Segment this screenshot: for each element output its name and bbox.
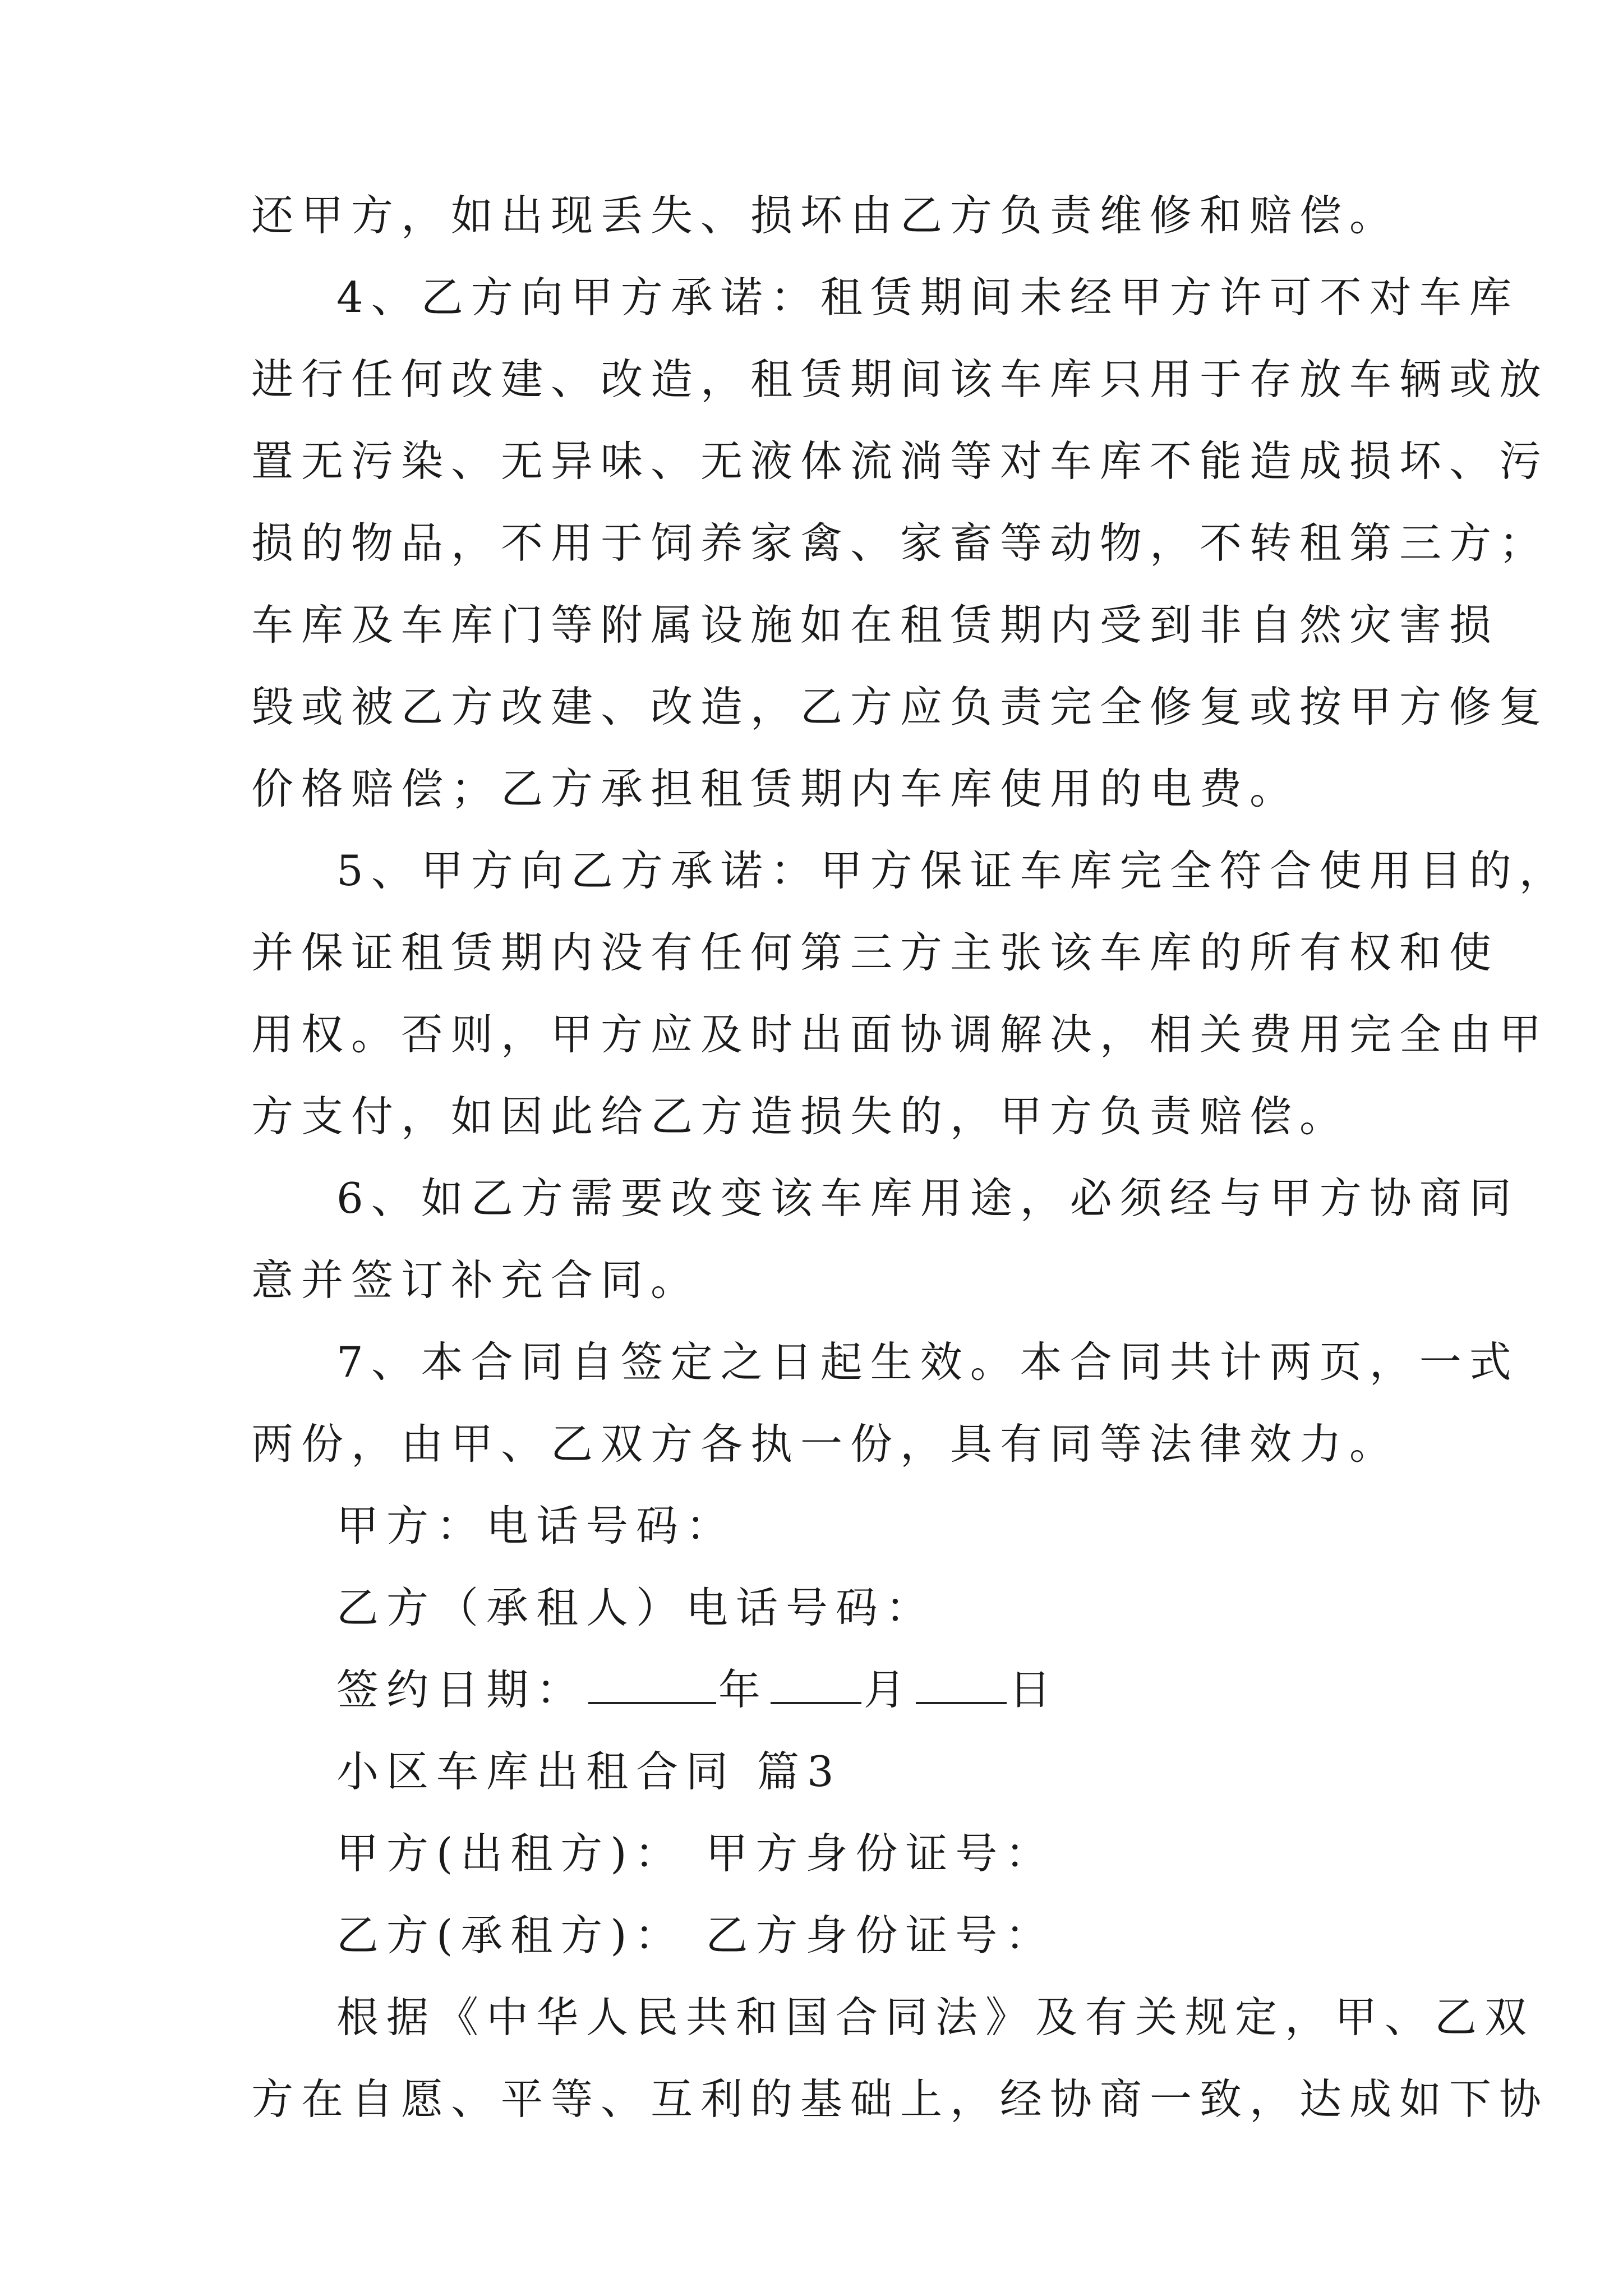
text-line: 用权。否则，甲方应及时出面协调解决，相关费用完全由甲: [251, 1010, 1550, 1059]
day-label: 日: [1009, 1665, 1059, 1714]
section-heading: 小区车库出租合同 篇3: [336, 1747, 842, 1796]
text-line: 置无污染、无异味、无液体流淌等对车库不能造成损坏、污: [251, 436, 1550, 486]
month-label: 月: [864, 1665, 914, 1714]
clause-7: 7、本合同自签定之日起生效。本合同共计两页，一式: [336, 1337, 1519, 1387]
clause-5: 5、甲方向乙方承诺：甲方保证车库完全符合使用目的，: [336, 846, 1569, 895]
text-line: 还甲方，如出现丢失、损坏由乙方负责维修和赔偿。: [251, 191, 1400, 240]
preamble: 根据《中华人民共和国合同法》及有关规定，甲、乙双: [336, 1993, 1535, 2042]
party-a-id: 甲方(出租方)： 甲方身份证号：: [336, 1829, 1055, 1878]
clause-4: 4、乙方向甲方承诺：租赁期间未经甲方许可不对车库: [336, 273, 1519, 322]
text-line: 价格赔偿；乙方承担租赁期内车库使用的电费。: [251, 764, 1300, 813]
day-blank: [916, 1667, 1007, 1704]
text-line: 毁或被乙方改建、改造，乙方应负责完全修复或按甲方修复: [251, 682, 1550, 731]
party-a-phone: 甲方：电话号码：: [336, 1501, 736, 1550]
text-line: 两份，由甲、乙双方各执一份，具有同等法律效力。: [251, 1419, 1400, 1469]
clause-6: 6、如乙方需要改变该车库用途，必须经与甲方协商同: [336, 1174, 1519, 1223]
text-line: 方支付，如因此给乙方造损失的，甲方负责赔偿。: [251, 1092, 1350, 1141]
text-line: 意并签订补充合同。: [251, 1255, 701, 1305]
party-b-phone: 乙方（承租人）电话号码：: [336, 1583, 936, 1632]
sign-date-line: [336, 1662, 1059, 1718]
year-label: 年: [718, 1665, 769, 1714]
text-line: 方在自愿、平等、互利的基础上，经协商一致，达成如下协: [251, 2074, 1550, 2124]
text-line: 车库及车库门等附属设施如在租赁期内受到非自然灾害损: [251, 600, 1500, 650]
year-blank: [588, 1667, 716, 1704]
month-blank: [771, 1667, 861, 1704]
sign-date-label: 签约日期：: [336, 1665, 587, 1714]
text-line: 进行任何改建、改造，租赁期间该车库只用于存放车辆或放: [251, 355, 1550, 404]
text-line: 并保证租赁期内没有任何第三方主张该车库的所有权和使: [251, 928, 1500, 977]
party-b-id: 乙方(承租方)： 乙方身份证号：: [336, 1911, 1055, 1960]
text-line: 损的物品，不用于饲养家禽、家畜等动物，不转租第三方；: [251, 518, 1550, 568]
